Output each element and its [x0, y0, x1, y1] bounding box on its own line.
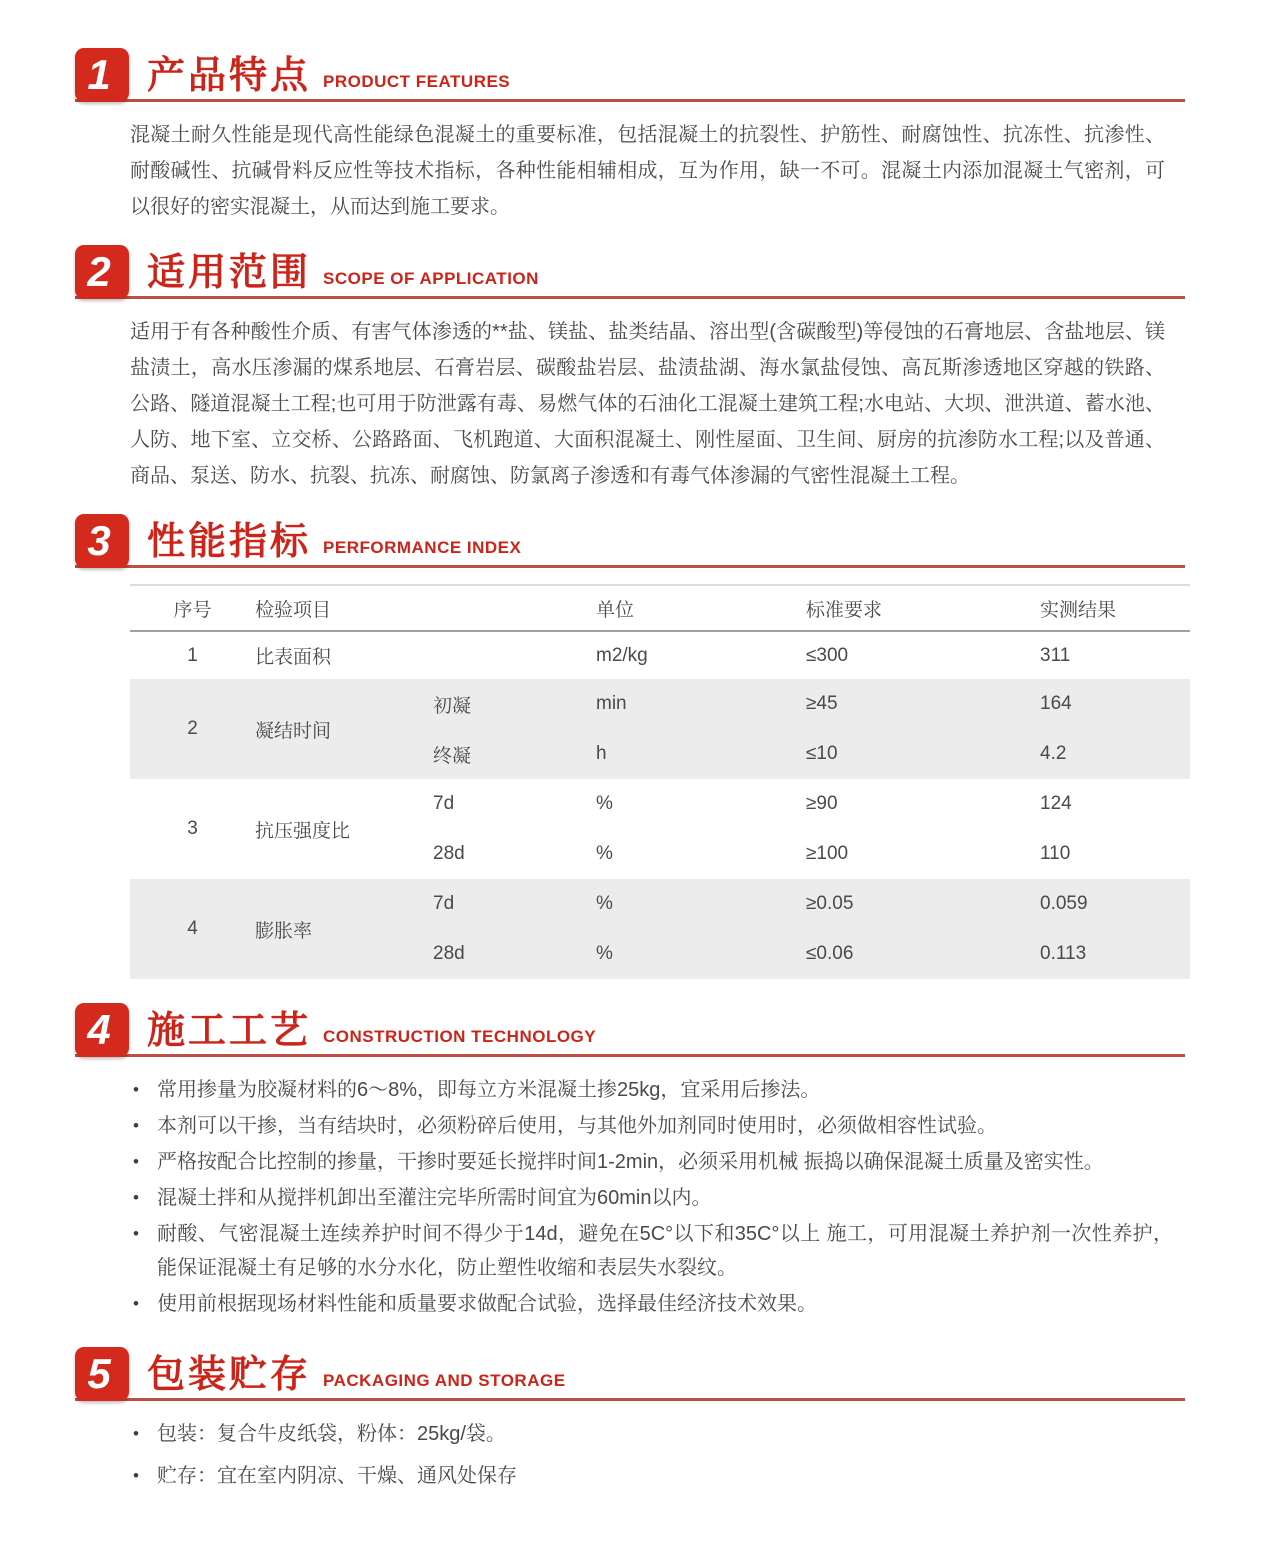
- table-header-unit: 单位: [596, 599, 635, 621]
- table-cell-item: 比表面积: [255, 647, 332, 668]
- table-header-row: [130, 584, 1190, 632]
- bullet-icon: •: [133, 1116, 139, 1135]
- bullet-icon: •: [133, 1080, 139, 1099]
- list-item: [133, 1145, 1173, 1179]
- table-cell-unit: h: [596, 743, 607, 764]
- table-header-item: 检验项目: [255, 599, 332, 621]
- table-header-seq: 序号: [173, 599, 212, 621]
- section-packaging-storage: [75, 1347, 1185, 1493]
- table-cell-item: 膨胀率: [255, 920, 313, 942]
- section-performance-index: [75, 514, 1185, 979]
- section-number-badge: 5: [75, 1347, 129, 1401]
- table-cell-standard: ≥100: [806, 843, 849, 864]
- table-cell-subitem: 28d: [433, 843, 465, 864]
- section-title: 施工工艺: [147, 1010, 312, 1052]
- table-cell-subitem: 7d: [433, 893, 455, 914]
- table-header-standard: 标准要求: [806, 599, 883, 621]
- section-header: [75, 48, 1185, 102]
- section-subtitle: PRODUCT FEATURES: [323, 72, 511, 91]
- section-scope-of-application: [75, 245, 1185, 494]
- table-header-result: 实测结果: [1040, 599, 1117, 621]
- list-item: [133, 1417, 1173, 1451]
- table-cell-seq: 2: [187, 718, 198, 739]
- table-cell-unit: %: [596, 843, 613, 864]
- table-cell-standard: ≥45: [806, 693, 838, 714]
- table-cell-result: 311: [1040, 644, 1071, 666]
- section-number-badge: 3: [75, 514, 129, 568]
- list-item-text: 混凝土拌和从搅拌机卸出至灌注完毕所需时间宜为60min以内。: [157, 1187, 712, 1209]
- list-item: [133, 1217, 1173, 1285]
- table-cell-item: 抗压强度比: [255, 820, 351, 842]
- table-cell-subitem: 初凝: [433, 695, 472, 717]
- table-row: [130, 679, 1190, 779]
- list-item: [133, 1181, 1173, 1215]
- table-cell-item: 凝结时间: [255, 720, 332, 742]
- table-cell-unit: min: [596, 693, 627, 714]
- list-item-text: 严格按配合比控制的掺量，干掺时要延长搅拌时间1-2min，必须采用机械 振捣以确保混凝土质量及密实性。: [157, 1151, 1104, 1173]
- list-item-text: 包装：复合牛皮纸袋，粉体：25kg/袋。: [157, 1423, 506, 1445]
- section-header: [75, 1347, 1185, 1401]
- table-cell-result: 4.2: [1040, 743, 1067, 764]
- list-item-text: 贮存：宜在室内阴凉、干燥、通风处保存: [157, 1465, 517, 1487]
- list-item: [133, 1073, 1173, 1107]
- table-cell-unit: %: [596, 793, 613, 814]
- table-cell-result: 110: [1040, 843, 1071, 864]
- table-cell-standard: ≤10: [806, 743, 838, 764]
- table-cell-unit: m2/kg: [596, 644, 648, 666]
- section-header: [75, 1003, 1185, 1057]
- section-number-badge: 4: [75, 1003, 129, 1057]
- performance-table: [130, 584, 1190, 979]
- bullet-list: [133, 1073, 1173, 1321]
- section-number-badge: 1: [75, 48, 129, 102]
- table-cell-standard: ≤0.06: [806, 943, 854, 964]
- section-subtitle: PERFORMANCE INDEX: [323, 538, 522, 557]
- section-title: 适用范围: [147, 252, 312, 294]
- table-cell-unit: %: [596, 893, 613, 914]
- table-cell-standard: ≤300: [806, 644, 849, 666]
- table-cell-seq: 3: [187, 818, 198, 839]
- bullet-icon: •: [133, 1188, 139, 1207]
- section-title: 性能指标: [147, 521, 312, 563]
- list-item-text: 耐酸、气密混凝土连续养护时间不得少于14d，避免在5C°以下和35C°以上 施工，可用混凝土养护剂一次性养护，能保证混凝土有足够的水分水化，防止塑性收缩和表层失水裂纹。: [157, 1223, 1173, 1279]
- section-construction-technology: [75, 1003, 1185, 1321]
- table-cell-result: 164: [1040, 693, 1072, 714]
- list-item-text: 常用掺量为胶凝材料的6～8%，即每立方米混凝土掺25kg，宜采用后掺法。: [157, 1079, 821, 1101]
- bullet-icon: •: [133, 1224, 139, 1243]
- table-cell-seq: 4: [187, 918, 198, 939]
- section-header: [75, 514, 1185, 568]
- section-paragraph: 适用于有各种酸性介质、有害气体渗透的**盐、镁盐、盐类结晶、溶出型(含碳酸型)等侵蚀的石膏地层、含盐地层、镁盐渍土，高水压渗漏的煤系地层、石膏岩层、碳酸盐岩层、盐渍盐湖、海水氯盐侵蚀、高瓦斯渗透地区穿越的铁路、公路、隧道混凝土工程;也可用于防泄露有毒、易燃气体的石油化工混凝土建筑工程;水电站、大坝、泄洪道、蓄水池、人防、地下室、立交桥、公路路面、飞机跑道、大面积混凝土、刚性屋面、卫生间、厨房的抗渗防水工程;以及普通、商品、泵送、防水、抗裂、抗冻、耐腐蚀、防氯离子渗透和有毒气体渗漏的气密性混凝土工程。: [130, 321, 1165, 487]
- section-paragraph: 混凝土耐久性能是现代高性能绿色混凝土的重要标准，包括混凝土的抗裂性、护筋性、耐腐蚀性、抗冻性、抗渗性、耐酸碱性、抗碱骨料反应性等技术指标，各种性能相辅相成，互为作用，缺一不可。混凝土内添加混凝土气密剂，可以很好的密实混凝土，从而达到施工要求。: [130, 124, 1165, 218]
- table-cell-result: 0.059: [1040, 893, 1088, 914]
- section-product-features: [75, 48, 1185, 225]
- table-cell-standard: ≥90: [806, 793, 838, 814]
- bullet-icon: •: [133, 1294, 139, 1313]
- list-item-text: 使用前根据现场材料性能和质量要求做配合试验，选择最佳经济技术效果。: [157, 1293, 817, 1315]
- list-item-text: 本剂可以干掺，当有结块时，必须粉碎后使用，与其他外加剂同时使用时，必须做相容性试验。: [157, 1115, 997, 1137]
- table-cell-result: 0.113: [1040, 943, 1087, 964]
- bullet-icon: •: [133, 1466, 139, 1485]
- table-cell-subitem: 7d: [433, 793, 455, 814]
- table-cell-subitem: 终凝: [433, 745, 472, 767]
- list-item: [133, 1109, 1173, 1143]
- section-number-badge: 2: [75, 245, 129, 299]
- section-header: [75, 245, 1185, 299]
- bullet-list: [133, 1417, 1173, 1493]
- section-subtitle: SCOPE OF APPLICATION: [323, 269, 539, 288]
- table-cell-subitem: 28d: [433, 943, 465, 964]
- table-cell-standard: ≥0.05: [806, 893, 854, 914]
- section-subtitle: CONSTRUCTION TECHNOLOGY: [323, 1027, 597, 1046]
- table-row: [130, 632, 1190, 679]
- section-title: 包装贮存: [147, 1354, 312, 1396]
- list-item: [133, 1459, 1173, 1493]
- section-title: 产品特点: [147, 55, 312, 97]
- list-item: [133, 1287, 1173, 1321]
- table-cell-unit: %: [596, 943, 613, 964]
- table-row: [130, 879, 1190, 979]
- bullet-icon: •: [133, 1424, 139, 1443]
- table-cell-result: 124: [1040, 793, 1072, 814]
- table-cell-seq: 1: [187, 644, 198, 666]
- bullet-icon: •: [133, 1152, 139, 1171]
- table-row: [130, 779, 1190, 879]
- section-subtitle: PACKAGING AND STORAGE: [323, 1371, 566, 1390]
